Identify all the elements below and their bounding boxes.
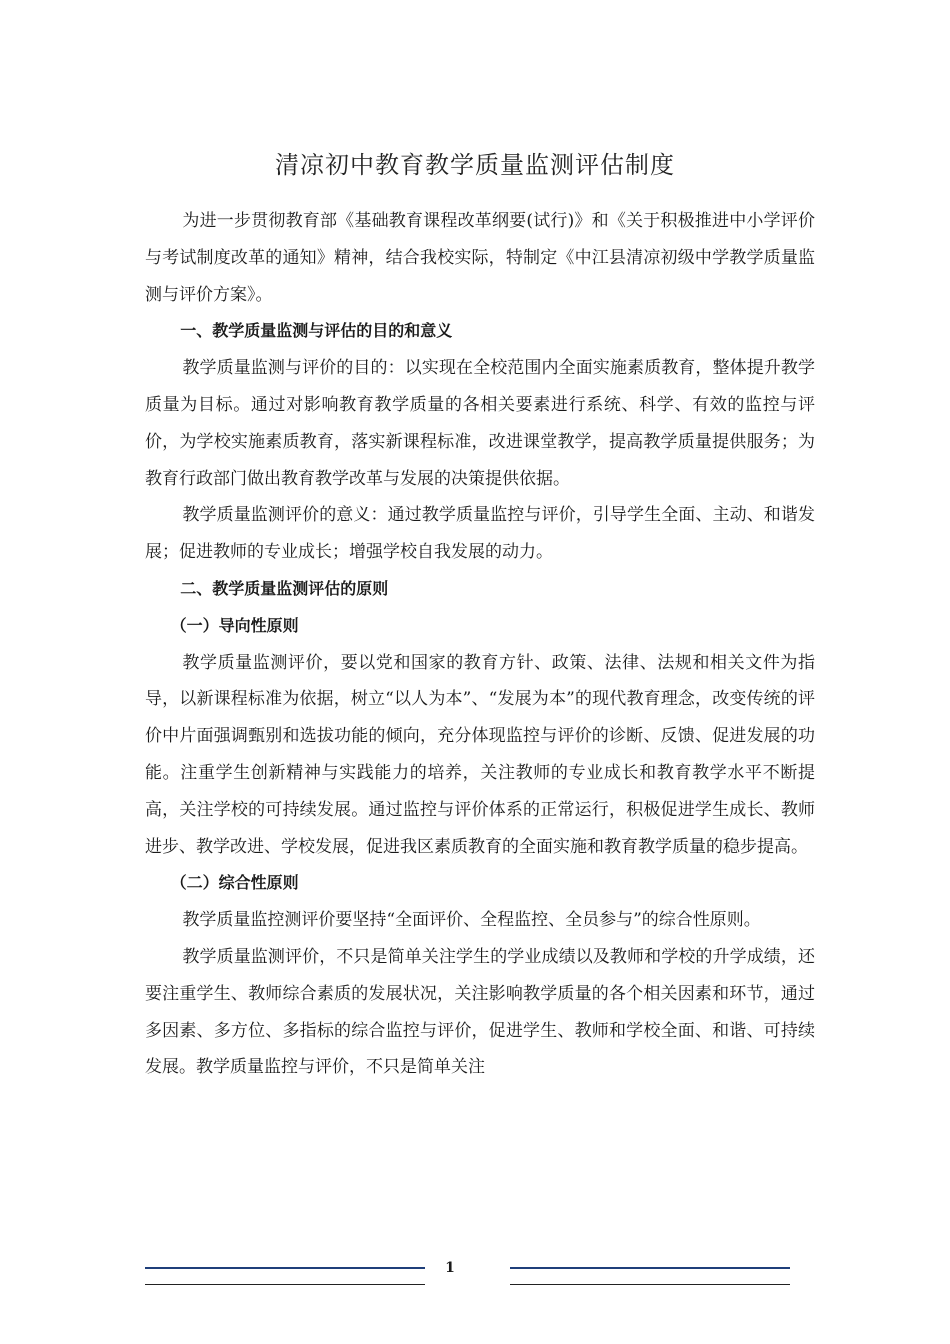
section-1-paragraph-1: 教学质量监测与评价的目的：以实现在全校范围内全面实施素质教育，整体提升教学质量为目标。通过对影响教育教学质量的各相关要素进行系统、科学、有效的监控与评价，为学校实施素质教育，落实新课程标准，改进课堂教学，提高教学质量提供服务；为教育行政部门做出教育教学改革与发展的决策提供依据。: [145, 358, 815, 489]
footer-rule-left-bottom: [145, 1284, 425, 1285]
section-2-sub-1-heading: （一）导向性原则: [170, 615, 299, 635]
section-2-sub-2-heading: （二）综合性原则: [170, 873, 299, 893]
document-title: 清凉初中教育教学质量监测评估制度: [275, 151, 675, 179]
page-number: 1: [445, 1260, 455, 1276]
footer-rule-right-bottom: [510, 1284, 790, 1285]
intro-paragraph: 为进一步贯彻教育部《基础教育课程改革纲要(试行)》和《关于积极推进中小学评价与考试制度改革的通知》精神，结合我校实际，特制定《中江县清凉初级中学教学质量监测与评价方案》。: [145, 211, 815, 305]
section-2-heading: 二、教学质量监测评估的原则: [180, 578, 389, 598]
section-2-sub-2-paragraph-1: 教学质量监控测评价要坚持“全面评价、全程监控、全员参与”的综合性原则。: [182, 910, 761, 931]
section-1-heading: 一、教学质量监测与评估的目的和意义: [180, 321, 453, 341]
footer-rule-left-top: [145, 1267, 425, 1269]
section-2-sub-1-paragraph: 教学质量监测评价，要以党和国家的教育方针、政策、法律、法规和相关文件为指导，以新课程标准为依据，树立“以人为本”、“发展为本”的现代教育理念，改变传统的评价中片面强调甄别和选拔功能的倾向，充分体现监控与评价的诊断、反馈、促进发展的功能。注重学生创新精神与实践能力的培养，关注教师的专业成长和教育教学水平不断提高，关注学校的可持续发展。通过监控与评价体系的正常运行，积极促进学生成长、教师进步、教学改进、学校发展，促进我区素质教育的全面实施和教育教学质量的稳步提高。: [145, 652, 815, 857]
section-1-paragraph-2: 教学质量监测评价的意义：通过教学质量监控与评价，引导学生全面、主动、和谐发展；促进教师的专业成长；增强学校自我发展的动力。: [145, 505, 815, 563]
footer-rule-right-top: [510, 1267, 790, 1269]
section-2-sub-2-paragraph-2: 教学质量监测评价，不只是简单关注学生的学业成绩以及教师和学校的升学成绩，还要注重学生、教师综合素质的发展状况，关注影响教学质量的各个相关因素和环节，通过多因素、多方位、多指标的综合监控与评价，促进学生、教师和学校全面、和谐、可持续发展。教学质量监控与评价，不只是简单关注: [145, 946, 815, 1078]
page-footer: [0, 1258, 950, 1298]
document-body: [145, 203, 815, 1086]
